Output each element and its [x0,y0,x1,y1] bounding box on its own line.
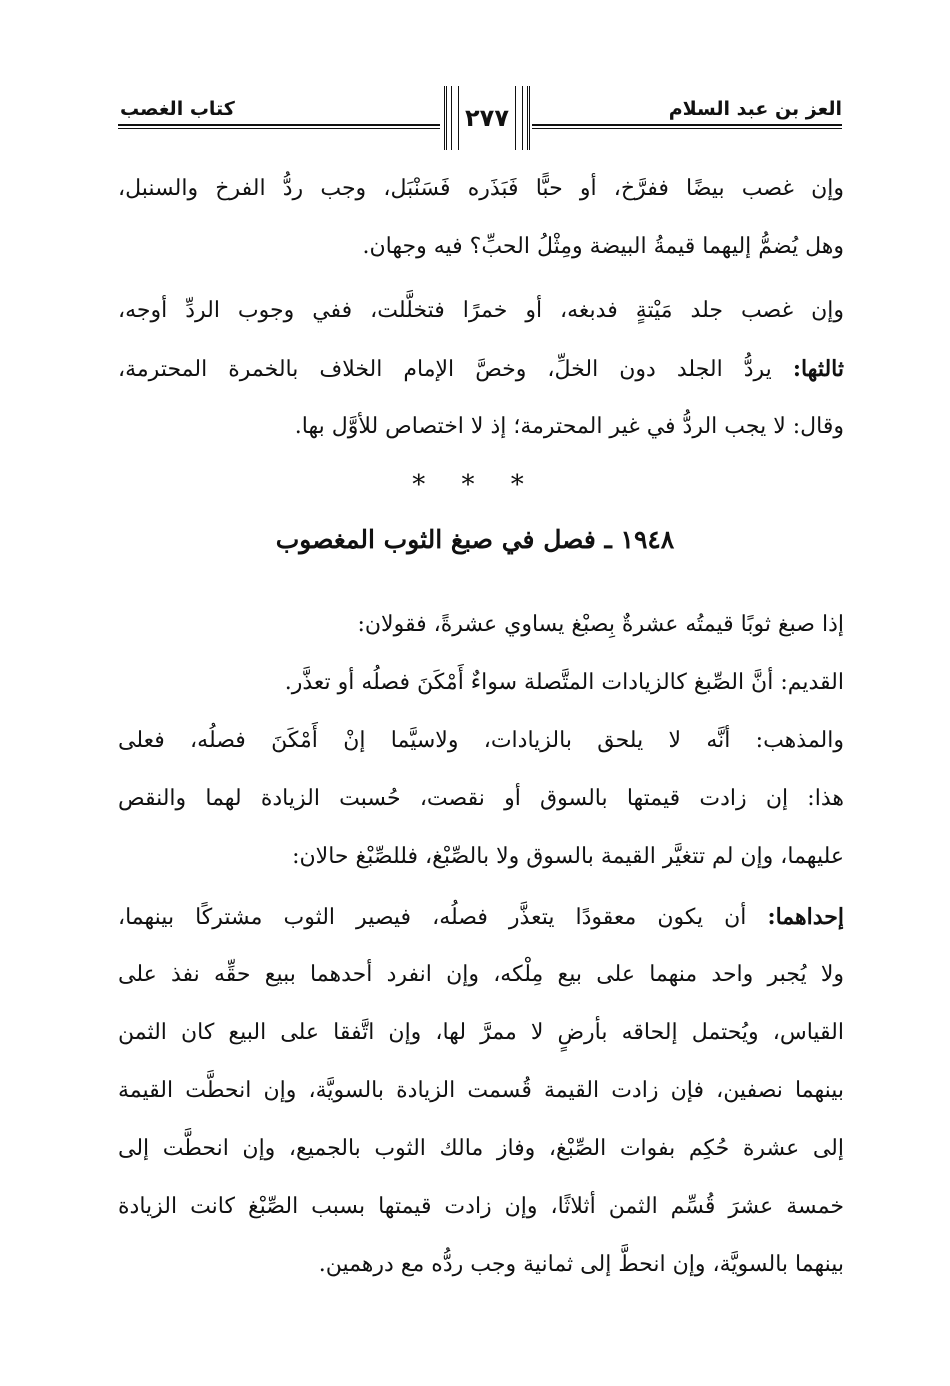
header-rule-right [532,124,842,129]
text-line: وقال: لا يجب الردُّ في غير المحترمة؛ إذ لا اختصاص للأوَّل بها. [294,414,844,439]
text-line: وإن غصب جلد مَيْتةٍ فدبغه، أو خمرًا فتخلَّلت، ففي وجوب الردِّ أوجه، [118,298,844,323]
header-rule-left [118,124,440,129]
first-case-label: إحداهما: [767,904,844,930]
section-separator: * * * [412,470,538,500]
third-opinion-label: ثالثها: [792,356,844,382]
text-line: ولا يُجبر واحد منهما على بيع مِلْكه، وإن انفرد أحدهما ببيع حقِّه نفذ على [118,962,844,987]
text-line: هذا: إن زادت قيمتها بالسوق أو نقصت، حُسبت الزيادة لهما والنقص [118,786,844,811]
paragraph-tanned-hide [118,282,844,456]
old-opinion-line: القديم: أنَّ الصِّبغ كالزيادات المتَّصلة سواءٌ أَمْكَنَ فصلُه أو تعذَّر. [284,670,844,695]
text-line: عليهما، وإن لم تتغيَّر القيمة بالسوق ولا بالصِّبْغ، فللصِّبْغ حالان: [292,844,844,869]
text-line: القياس، ويُحتمل إلحاقه بأرضٍ لا ممرَّ لها، وإن اتَّفقا على البيع كان الثمن [118,1020,844,1045]
paragraph-hatched-egg [118,160,844,276]
page-header [118,86,842,156]
header-author: العز بن عبد السلام [668,98,842,120]
header-section: كتاب الغصب [120,98,235,120]
text-line: بينهما نصفين، فإن زادت القيمة قُسمت الزيادة بالسويَّة، وإن انحطَّت القيمة [118,1078,844,1103]
third-opinion-text: يردُّ الجلد دون الخلِّ، وخصَّ الإمام الخلاف بالخمرة المحترمة، [118,357,772,382]
first-case-text: أن يكون معقودًا يتعذَّر فصلُه، فيصير الثوب مشتركًا بينهما، [118,905,747,930]
text-line: بينهما بالسويَّة، وإن انحطَّ إلى ثمانية وجب ردُّه مع درهمين. [318,1252,844,1277]
text-line: إلى عشرة حُكِم بفوات الصِّبْغ، وفاز مالك الثوب بالجميع، وإن انحطَّت إلى [118,1136,844,1161]
text-line: والمذهب: أنَّه لا يلحق بالزيادات، ولاسيَّما إنْ أَمْكَنَ فصلُه، فعلى [118,728,844,753]
text-line: وهل يُضمُّ إليهما قيمةُ البيضة ومِثْلُ الحبِّ؟ فيه وجهان. [362,234,844,259]
text-line: وإن غصب بيضًا ففرَّخ، أو حبًّا فَبَذَره فَسَنْبَل، وجب ردُّ الفرخ والسنبل، [118,176,844,201]
paragraph-dye-rules [118,596,844,886]
intro-line: إذا صبغ ثوبًا قيمتُه عشرةٌ بِصبْغ يساوي عشرةً، فقولان: [357,612,844,637]
page-number-frame [444,86,530,150]
section-title: ١٩٤٨ ـ فصل في صبغ الثوب المغصوب [275,525,675,554]
text-line [118,340,844,398]
paragraph-first-case [118,888,844,1294]
page-number: ٢٧٧ [465,104,509,132]
text-line: خمسة عشرَ قُسِّم الثمن أثلاثًا، وإن زادت قيمتها بسبب الصِّبْغ كانت الزيادة [118,1194,844,1219]
text-line [118,888,844,946]
